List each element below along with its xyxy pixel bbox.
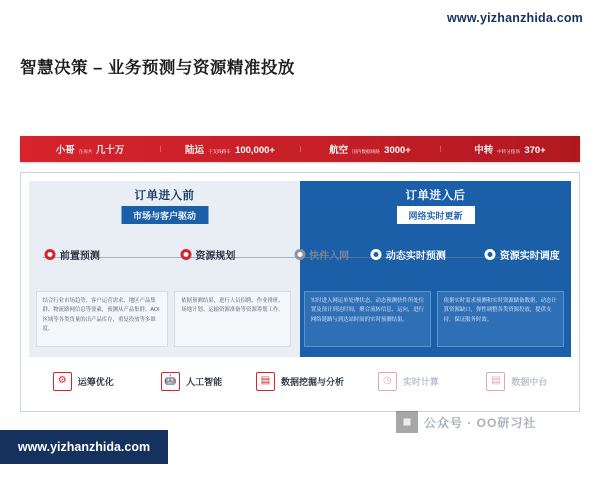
node-label: 动态实时预测	[385, 251, 446, 262]
stage-after-subtitle: 网络实时更新	[396, 206, 474, 224]
node-dot-icon	[45, 249, 56, 260]
capability-label: 数据挖掘与分析	[281, 376, 345, 387]
capability-label: 人工智能	[186, 376, 223, 387]
clock-icon: ◷	[378, 372, 397, 391]
description-card-pre-forecast: 结合行业市场趋势、客户运营需求、地区产品集群、物流路网信息等要素，预测从产品集群、AOI区域等各类货量的出产品库存，重复投放等多维度。	[36, 291, 169, 347]
node-dot-icon	[180, 249, 191, 260]
description-card-realtime-dispatch: 依据实时需求预测和实时资源储备数据，动态计算资源缺口，弹性调整各类资源投放，提供支持、保证服务时效。	[437, 291, 564, 347]
capability-row	[29, 361, 571, 401]
stat-value: 几十万	[95, 145, 125, 156]
bottom-watermark	[0, 430, 168, 464]
stat-item	[300, 142, 440, 156]
qr-code-icon	[396, 411, 418, 433]
stat-desc: 中转分拨场	[497, 149, 521, 155]
process-timeline	[29, 247, 571, 269]
stat-name: 中转	[474, 145, 494, 156]
chart-icon: ▤	[256, 372, 275, 391]
stat-desc: 在岗共	[78, 149, 93, 155]
top-watermark	[430, 0, 600, 36]
capability-item-ai[interactable]	[137, 372, 245, 391]
timeline-node-resource-planning[interactable]	[180, 247, 235, 262]
qr-overlay-label: 公众号 · OO研习社	[424, 415, 537, 430]
capability-label: 数据中台	[511, 376, 548, 387]
stat-item	[160, 142, 300, 156]
stat-name: 陆运	[185, 145, 205, 156]
bottom-watermark-text: www.yizhanzhida.com	[17, 440, 151, 454]
description-card-resource-planning: 依据预测结果，进行人员招聘、作业排班、场地计划、运输资源准备等资源筹划工作。	[174, 291, 291, 347]
timeline-node-parcel-entry[interactable]	[294, 247, 349, 262]
capability-label: 运筹优化	[77, 376, 114, 387]
process-diagram-panel	[20, 172, 580, 412]
capability-item-data-platform[interactable]	[463, 372, 571, 391]
page-title: 智慧决策 – 业务预测与资源精准投放	[20, 59, 295, 77]
stat-name: 小哥	[55, 145, 75, 156]
timeline-node-realtime-forecast[interactable]	[371, 247, 446, 262]
slide-canvas	[0, 36, 600, 446]
robot-icon: 🤖	[161, 372, 180, 391]
timeline-node-pre-forecast[interactable]	[45, 247, 100, 262]
stage-before-subtitle: 市场与客户驱动	[121, 206, 208, 224]
stat-desc: 国内数据线路	[352, 149, 380, 155]
gear-icon: ⚙	[53, 372, 72, 391]
stat-value: 3000+	[384, 145, 411, 156]
node-label: 前置预测	[59, 251, 100, 262]
stat-value: 370+	[524, 145, 546, 156]
stat-value: 100,000+	[235, 145, 275, 156]
description-card-realtime-forecast: 实时进入网运单处理状态，动态预测快件所处位置及预计到达时间，聚合流转信息、运向，进行网络链路与到达站时间的实时预测结果。	[304, 291, 431, 347]
stage-before-title: 订单进入前	[134, 190, 195, 202]
stat-name: 航空	[329, 145, 349, 156]
node-label: 资源规划	[195, 251, 236, 262]
node-dot-icon	[371, 249, 382, 260]
stats-strip	[20, 136, 580, 162]
stat-desc: 干支线路车	[208, 149, 232, 155]
capability-item-data-mining[interactable]	[246, 372, 354, 391]
top-watermark-text: www.yizhanzhida.com	[447, 11, 583, 25]
timeline-node-realtime-dispatch[interactable]	[485, 247, 560, 262]
node-label: 资源实时调度	[499, 251, 560, 262]
stat-item	[440, 142, 580, 156]
capability-item-operations-research[interactable]	[29, 372, 137, 391]
capability-label: 实时计算	[402, 376, 439, 387]
node-dot-icon	[485, 249, 496, 260]
node-label: 快件入网	[309, 251, 350, 262]
wechat-qr-overlay	[396, 407, 582, 437]
node-dot-icon	[294, 249, 305, 260]
database-icon: ▤	[486, 372, 505, 391]
stage-after-title: 订单进入后	[405, 190, 466, 202]
capability-item-realtime-compute[interactable]	[354, 372, 462, 391]
stat-item	[20, 142, 160, 156]
